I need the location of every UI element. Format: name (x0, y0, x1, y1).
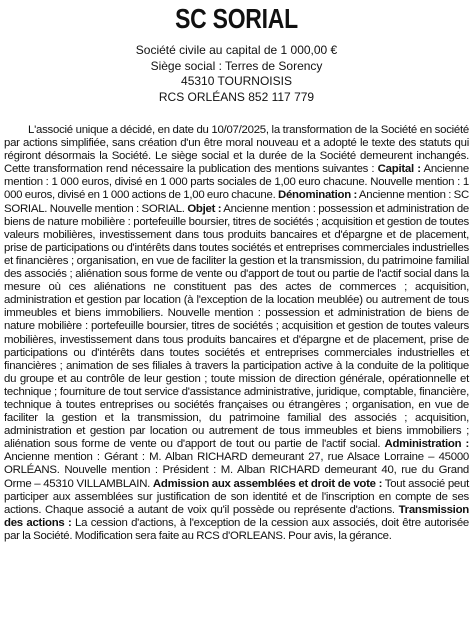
postal-city-line: 45310 TOURNOISIS (181, 74, 292, 88)
transmission-label: Transmission des actions : (4, 503, 469, 529)
intro-text: L'associé unique a décidé, en date du 10/07/2025, la transformation de la Société en société par actions simplifiée, sans création d'un être moral nouveau et a adopté le texte des statuts qui régiront désormais la Société. Le siège social et la durée de la Société demeurent inchangés. Cette transformation rend nécessaire la publication des mentions suivantes : (4, 124, 469, 176)
capital-text: Ancienne mention : 1 000 euros, divisé en 1 000 parts sociales de 1,00 euro chacune. Nouvelle mention : 1 000 euros, divisé en 1 000 actions de 1,00 euro chacune. (4, 163, 469, 202)
administration-text: Ancienne mention : Gérant : M. Alban RICHARD demeurant 27, rue Alsace Lorraine – 45000 ORLÉANS. Nouvelle mention : Président : M. Alban RICHARD demeurant 40, rue du Grand Orme – 45310 VILLAMBLAIN. (4, 451, 469, 490)
admission-text: Tout associé peut participer aux assemblées sur justification de son identité et de l'inscription en compte de ses actions. Chaque associé a autant de voix qu'il possède ou représente d'actions. (4, 477, 469, 516)
capital-label: Capital : (377, 163, 421, 176)
company-title: SC SORIAL (175, 3, 298, 34)
denomination-text: Ancienne mention : SC SORIAL. Nouvelle mention : SORIAL. (4, 189, 469, 215)
administration-label: Administration : (384, 438, 469, 451)
transmission-text: La cession d'actions, à l'exception de la cession aux associés, doit être autorisée par la Société. Modification sera faite au RCS d'ORLEANS. Pour avis, la gérance. (4, 516, 469, 542)
notice-body (4, 124, 469, 543)
registered-office-line: Siège social : Terres de Sorency (150, 58, 323, 73)
capital-line: Société civile au capital de 1 000,00 € (135, 43, 338, 57)
objet-label: Objet : (187, 202, 222, 215)
rcs-line: RCS ORLÉANS 852 117 779 (158, 89, 315, 104)
objet-text: Ancienne mention : possession et administration de biens de nature mobilière : portefeuille boursier, titres de sociétés ; acquisition et gestion de toutes valeurs mobilières, investissement dans tous produits bancaires et d'épargne et de placement, prise de participations ou d'intérêts dans toutes sociétés et entreprises commerciales industrielles et financières ; organisation, en vue de faciliter la gestion et la transmission, du patrimoine familial des associés ; aliénation sous forme de vente ou d'apport de tout ou partie de l'actif social dans la mesure où ces aliénations ne constituent pas des actes de commerces ; acquisition, administration et gestion par location (à l'exception de la location meublée) ou autrement de tous immeubles et biens immobiliers. Nouvelle mention : possession et administration de biens de nature mobilière : portefeuille boursier, titres de sociétés ; acquisition et gestion de toutes valeurs mobilières, investissement dans tous produits bancaires et d'épargne et de placement, prise de participations ou d'intérêts dans toutes sociétés et entreprises commerciales industrielles et financières ; animation de ses filiales à travers la participation active à la conduite de la politique du groupe et au contrôle de leur gestion ; toute mission de direction générale, opérationnelle et technique ; fourniture de tout service d'assistance administrative, juridique, comptable, financière, technique à toutes entreprises ou sociétés françaises ou étrangères ; organisation, en vue de faciliter la gestion et la transmission, du patrimoine familial des associés ; acquisition, administration et gestion par location ou autrement de tous immeubles et biens immobiliers ; aliénation sous forme de vente ou d'apport de tout ou partie de l'actif social. (4, 202, 469, 451)
company-header (4, 43, 469, 105)
admission-label: Admission aux assemblées et droit de vote : (152, 477, 383, 490)
denomination-label: Dénomination : (278, 189, 358, 202)
